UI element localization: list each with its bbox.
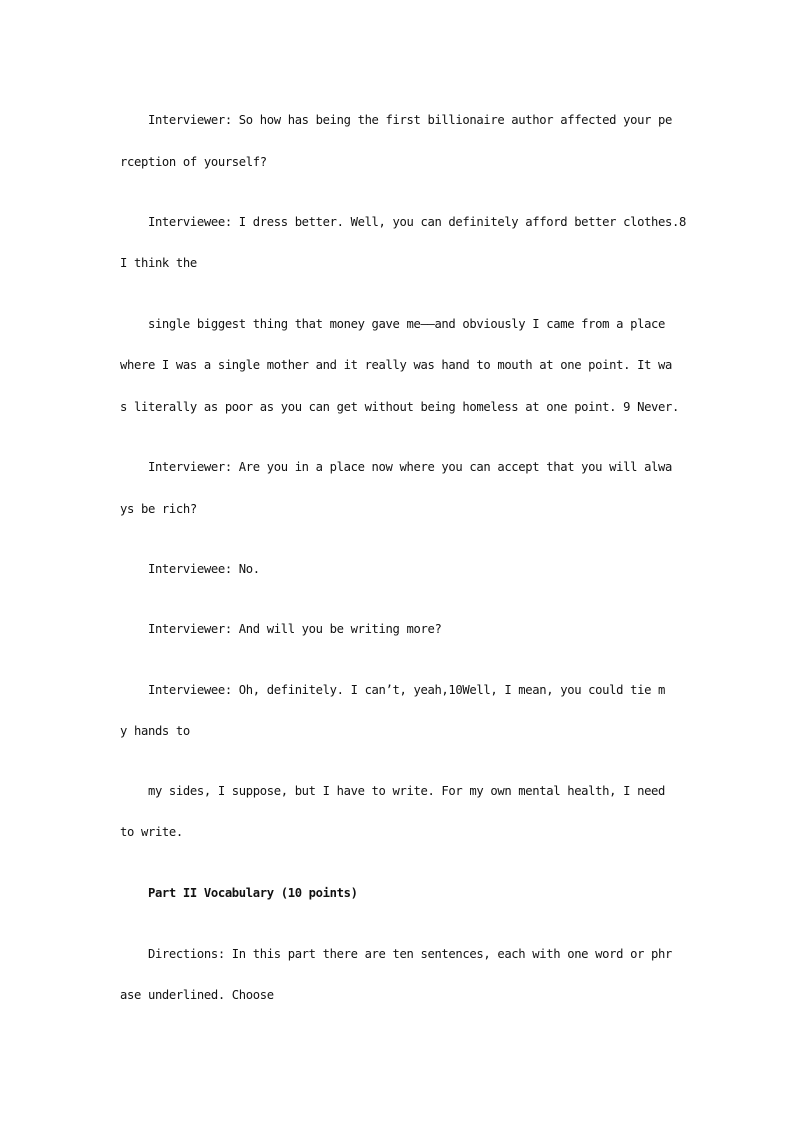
text-line: Directions: In this part there are ten sentences, each with one word or phr	[120, 947, 673, 961]
text-line: where I was a single mother and it really was hand to mouth at one point. It wa	[120, 358, 673, 372]
text-line: Interviewee: I dress better. Well, you can definitely afford better clothes.8	[120, 215, 686, 229]
text-line: y hands to	[120, 724, 190, 738]
text-line: rception of yourself?	[120, 155, 267, 169]
text-line: to write.	[120, 825, 183, 839]
text-line: I think the	[120, 256, 197, 270]
text-line: ase underlined. Choose	[120, 988, 274, 1002]
text-line: Interviewee: No.	[120, 562, 260, 576]
text-line: Interviewer: So how has being the first billionaire author affected your pe	[120, 113, 673, 127]
text-line: Interviewee: Oh, definitely. I can’t, yeah,10Well, I mean, you could tie m	[120, 683, 666, 697]
text-line: single biggest thing that money gave me——and obviously I came from a place	[120, 317, 666, 331]
text-line: my sides, I suppose, but I have to write. For my own mental health, I need	[120, 784, 666, 798]
text-line: ys be rich?	[120, 502, 197, 516]
text-line: Interviewer: And will you be writing more?	[120, 622, 442, 636]
text-line: s literally as poor as you can get without being homeless at one point. 9 Never.	[120, 400, 680, 414]
section-heading: Part II Vocabulary (10 points)	[120, 886, 358, 900]
text-line: Interviewer: Are you in a place now where you can accept that you will alwa	[120, 460, 673, 474]
